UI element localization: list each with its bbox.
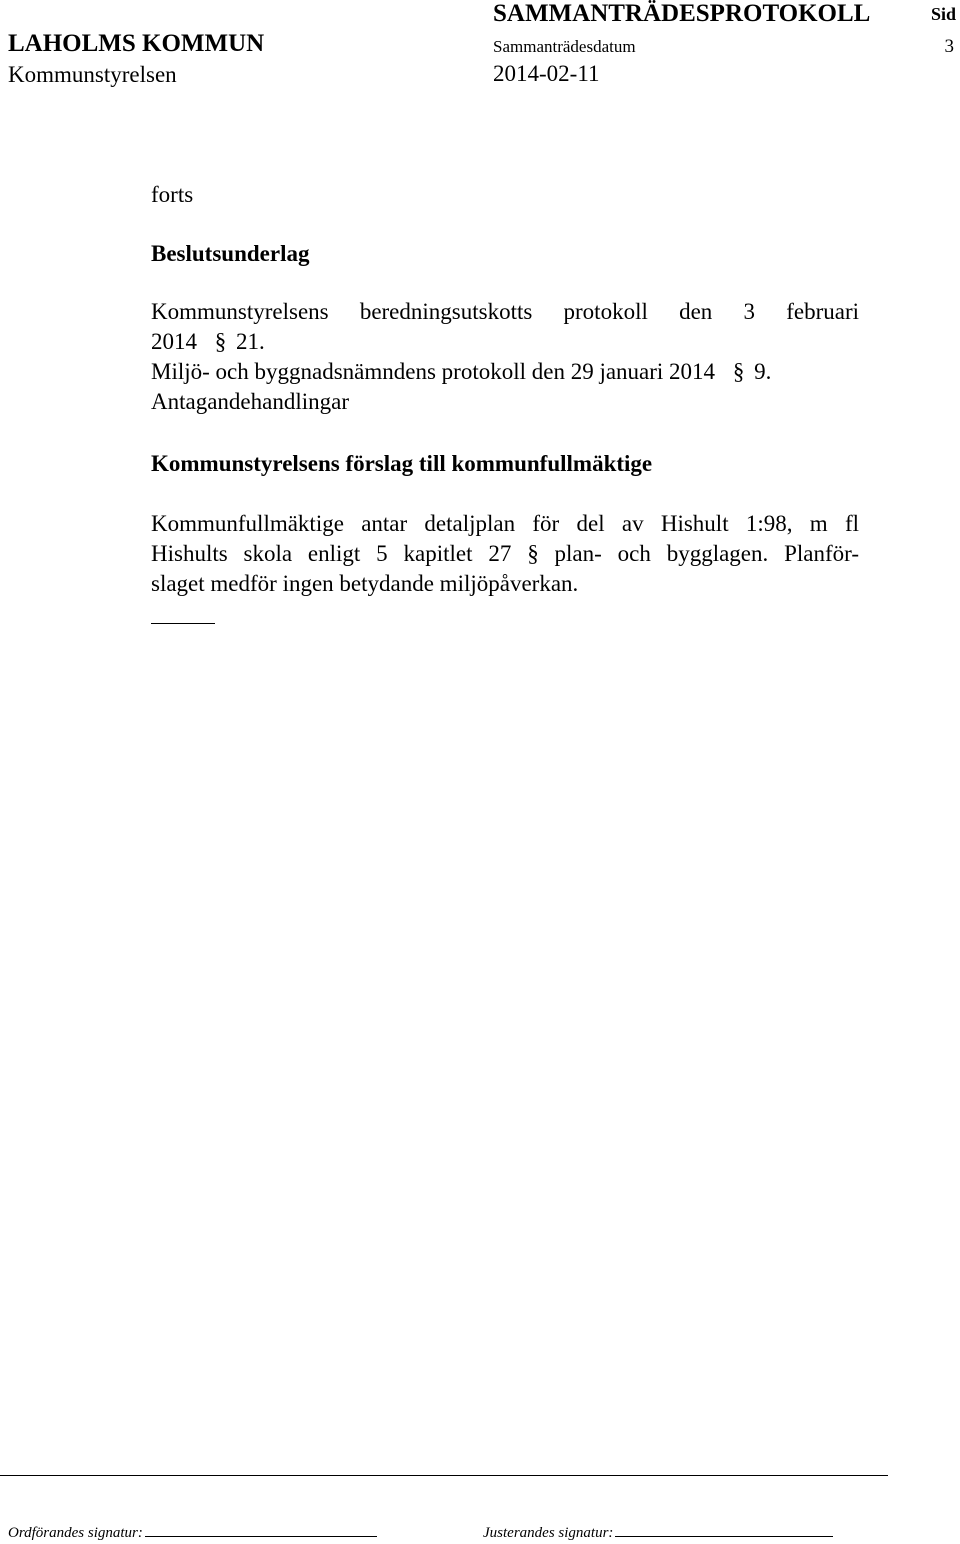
document-item-3: Antagandehandlingar (151, 389, 349, 414)
chair-signature-label: Ordförandes signatur: (8, 1525, 143, 1541)
document-item-1-paragraph: 21. (236, 329, 265, 354)
organization-name: LAHOLMS KOMMUN (8, 30, 265, 57)
page-label: Sid (930, 4, 956, 24)
section-symbol: § (732, 359, 745, 384)
document-item-1-year: 2014 (151, 329, 197, 354)
meeting-date-label: Sammanträdesdatum (493, 37, 636, 56)
chair-signature (8, 1522, 377, 1542)
document-item-2 (151, 359, 771, 385)
proposal-line-2-start: Hishults skola enligt 5 kapitlet 27 (151, 541, 512, 566)
document-item-1-line2 (151, 329, 265, 355)
adjuster-signature-label: Justerandes signatur: (483, 1525, 614, 1541)
document-item-1-line1: Kommunstyrelsens beredningsutskotts protokoll den 3 februari (151, 299, 859, 324)
proposal-text (151, 509, 859, 599)
adjuster-signature (483, 1522, 833, 1542)
board-name: Kommunstyrelsen (8, 62, 177, 87)
proposal-line-3: slaget medför ingen betydande miljöpåverkan. (151, 571, 579, 596)
meeting-date: 2014-02-11 (493, 61, 600, 86)
adjuster-signature-line (615, 1522, 833, 1537)
documents-heading: Beslutsunderlag (151, 241, 310, 266)
proposal-heading: Kommunstyrelsens förslag till kommunfullmäktige (151, 451, 653, 476)
end-of-section-rule (151, 623, 215, 624)
chair-signature-line (145, 1522, 377, 1537)
proposal-line-2 (151, 539, 859, 569)
document-title: SAMMANTRÄDESPROTOKOLL (493, 0, 871, 27)
document-item-2-text: Miljö- och byggnadsnämndens protokoll den 29 januari 2014 (151, 359, 716, 384)
proposal-line-2-end: plan- och bygglagen. Planför- (554, 541, 860, 566)
document-item-2-paragraph: 9. (754, 359, 772, 384)
section-symbol: § (214, 329, 227, 354)
section-symbol: § (527, 541, 539, 566)
footer-divider (0, 1475, 888, 1476)
page-number: 3 (944, 36, 954, 57)
continued-label: forts (151, 182, 194, 207)
proposal-line-1: Kommunfullmäktige antar detaljplan för del av Hishult 1:98, m fl (151, 511, 859, 536)
